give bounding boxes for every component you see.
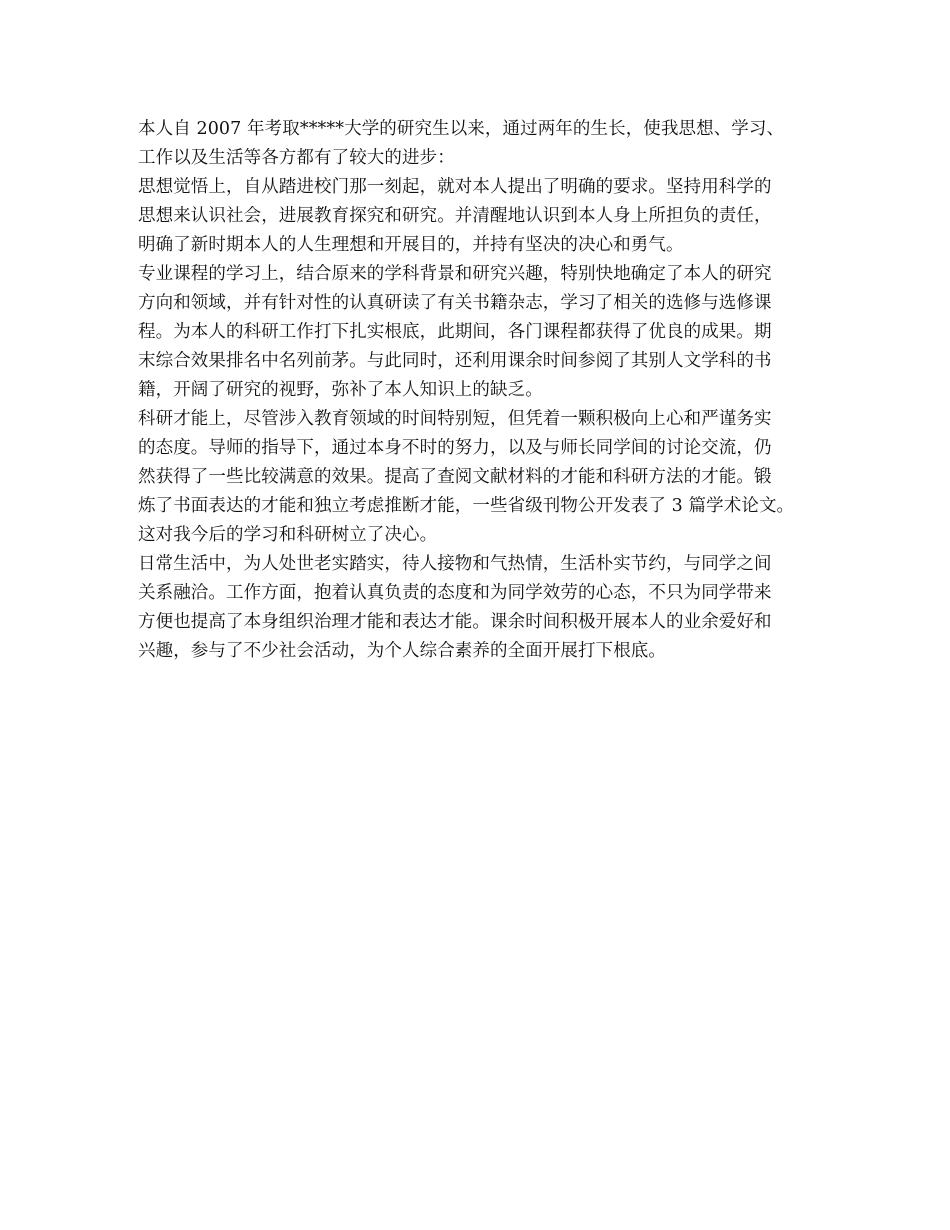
text-line: 工作以及生活等各方都有了较大的进步： [138, 148, 455, 168]
text-line: 思想觉悟上，自从踏进校门那一刻起，就对本人提出了明确的要求。坚持用科学的 [138, 177, 772, 197]
text-line: 专业课程的学习上，结合原来的学科背景和研究兴趣，特别快地确定了本人的研究 [138, 264, 772, 284]
text-line: 科研才能上，尽管涉入教育领域的时间特别短，但凭着一颗积极向上心和严谨务实 [138, 409, 772, 429]
document-body [138, 115, 838, 666]
text-line: 关系融洽。工作方面，抱着认真负责的态度和为同学效劳的心态，不只为同学带来 [138, 583, 772, 603]
text-line: 末综合效果排名中名列前茅。与此同时，还利用课余时间参阅了其别人文学科的书 [138, 351, 772, 371]
text-line: 本人自 2007 年考取*****大学的研究生以来，通过两年的生长，使我思想、学习、 [138, 119, 785, 139]
text-line: 程。为本人的科研工作打下扎实根底，此期间，各门课程都获得了优良的成果。期 [138, 322, 772, 342]
text-line: 的态度。导师的指导下，通过本身不时的努力，以及与师长同学间的讨论交流，仍 [138, 438, 772, 458]
text-line: 然获得了一些比较满意的效果。提高了查阅文献材料的才能和科研方法的才能。锻 [138, 467, 772, 487]
text-line: 方向和领域，并有针对性的认真研读了有关书籍杂志，学习了相关的选修与选修课 [138, 293, 772, 313]
text-line: 明确了新时期本人的人生理想和开展目的，并持有坚决的决心和勇气。 [138, 235, 684, 255]
text-line: 方便也提高了本身组织治理才能和表达才能。课余时间积极开展本人的业余爱好和 [138, 612, 772, 632]
text-line: 兴趣，参与了不少社会活动，为个人综合素养的全面开展打下根底。 [138, 641, 666, 661]
text-line: 日常生活中，为人处世老实踏实，待人接物和气热情，生活朴实节约，与同学之间 [138, 554, 772, 574]
text-line: 这对我今后的学习和科研树立了决心。 [138, 525, 438, 545]
text-line: 籍，开阔了研究的视野，弥补了本人知识上的缺乏。 [138, 380, 543, 400]
text-line: 炼了书面表达的才能和独立考虑推断才能，一些省级刊物公开发表了 3 篇学术论文。 [138, 496, 795, 516]
text-line: 思想来认识社会，进展教育探究和研究。并清醒地认识到本人身上所担负的责任， [138, 206, 772, 226]
